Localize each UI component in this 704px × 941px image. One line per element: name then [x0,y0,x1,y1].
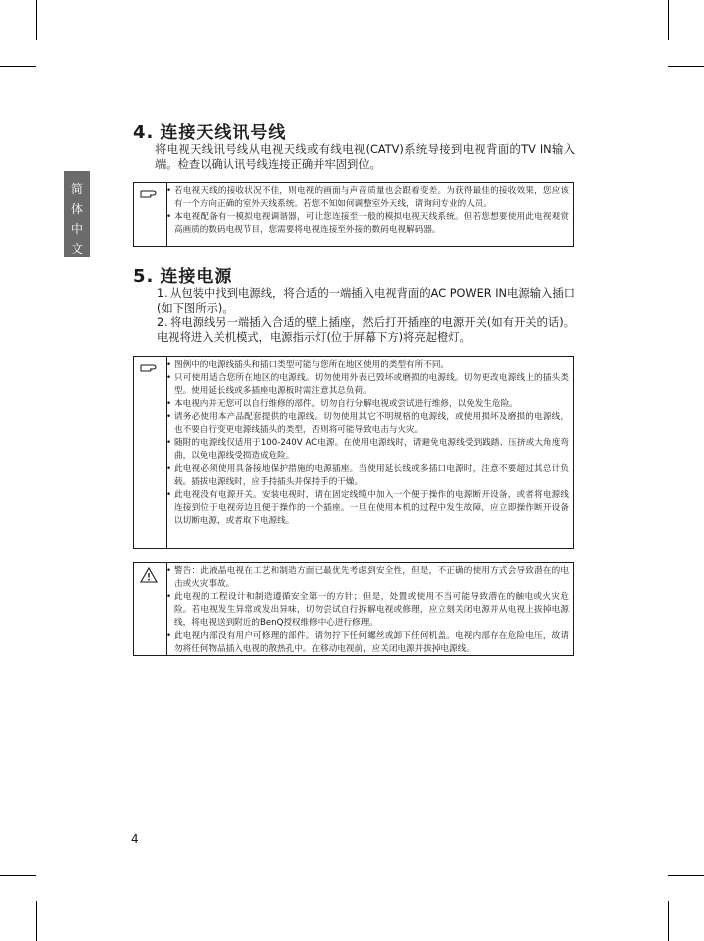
crop-mark [668,875,704,876]
crop-mark [36,0,37,40]
crop-mark [668,0,669,40]
section-5-step [157,286,575,316]
note-icon-cell [134,183,167,246]
section-5-heading [133,262,232,287]
warning-item: • 警告：此液晶电视在工艺和制造方面已最优先考虑到安全性，但是，不正确的使用方式会导致潜在的电击或火灾事故。 [174,565,569,591]
warning-box [133,562,574,656]
crop-mark [668,66,704,67]
page-number: 4 [131,832,139,846]
language-tab-char: 文 [70,242,83,256]
step-number: 1. [157,287,168,300]
note-item: • 本电视内并无您可以自行维修的部件。切勿自行分解电视或尝试进行维修，以免发生危险。 [174,398,569,411]
language-tab-char: 中 [70,222,83,236]
section-4-number: 4. [133,122,155,143]
warning-triangle-icon [140,567,158,583]
note-item: • 本电视配备有一模拟电视调谐器，可让您连接至一般的模拟电视天线系统。但若您想要使用此电视观赏高画质的数码电视节目，您需要将电视连接至外接的数码电视解码器。 [174,211,569,237]
warning-icon-cell [134,563,167,655]
note-item: • 随附的电源线仅适用于100-240V AC电源。在使用电源线时，请避免电源线受到践踏、压挤或大角度弯曲，以免电源线受损造成危险。 [174,437,569,463]
section-5-step [157,315,575,345]
note-icon-cell [134,357,167,548]
step-text: 将电源线另一端插入合适的壁上插座，然后打开插座的电源开关(如有开关的话)。电视将进入关机模式，电源指示灯(位于屏幕下方)将亮起橙灯。 [157,316,575,344]
crop-mark [0,66,36,67]
section-5-title: 连接电源 [160,267,233,287]
note-item: • 此电视没有电源开关。安装电视时，请在固定线缆中加入一个便于操作的电源断开设备，或者将电源线连接到位于电视旁边且便于操作的一个插座。一旦在使用本机的过程中发生故障，应立即操作断开设备以切断电源，或者取下电源线。 [174,489,569,528]
crop-mark [668,901,669,941]
note-box-antenna [133,182,574,247]
language-tab-char: 体 [70,202,83,216]
note-item: • 请务必使用本产品配套提供的电源线。切勿使用其它不明规格的电源线，或使用损坏及磨损的电源线，也不要自行变更电源线插头的类型，否则将可能导致电击与火灾。 [174,411,569,437]
language-tab [64,171,90,257]
note-item: • 图例中的电源线插头和插口类型可能与您所在地区使用的类型有所不同。 [174,359,569,372]
note-item: • 若电视天线的接收状况不佳，则电视的画面与声音质量也会跟着变差。为获得最佳的接收效果，您应该有一个方向正确的室外天线系统。若您不知如何调整室外天线，请询问专业的人员。 [174,185,569,211]
warning-item: • 此电视的工程设计和制造遵循安全第一的方针；但是，处置或使用不当可能导致潜在的触电或火灾危险。若电视发生异常或发出异味，切勿尝试自行拆解电视或修理，应立刻关闭电源并从电视上拔掉电源线，将电视送到附近的BenQ授权维修中心进行修理。 [174,591,569,630]
language-tab-char: 简 [70,182,83,196]
note-item: • 此电视必须使用具备接地保护措施的电源插座。当使用延长线或多插口电源时，注意不要超过其总计负载。插拔电源线时，应手持插头并保持手的干燥。 [174,463,569,489]
pointing-hand-icon [140,187,160,199]
step-number: 2. [157,316,168,329]
crop-mark [0,875,36,876]
note-box-power [133,356,574,549]
pointing-hand-icon [140,361,160,373]
section-4-title: 连接天线讯号线 [160,123,287,143]
section-4-heading [133,118,286,143]
section-4-paragraph: 将电视天线讯号线从电视天线或有线电视(CATV)系统导接到电视背面的TV IN输入端。检查以确认讯号线连接正确并牢固到位。 [155,143,575,171]
warning-item: • 此电视内部没有用户可修理的部件。请勿拧下任何螺丝或卸下任何机盖。电视内部存在危险电压，故请勿将任何物品插入电视的散热孔中。在移动电视前，应关闭电源并拔掉电源线。 [174,630,569,656]
note-item: • 只可使用适合您所在地区的电源线。切勿使用外表已毁坏或磨损的电源线。切勿更改电源线上的插头类型。使用延长线或多插座电源板时需注意其总负荷。 [174,372,569,398]
section-5-number: 5. [133,266,155,287]
step-text: 从包装中找到电源线，将合适的一端插入电视背面的AC POWER IN电源输入插口(如下图所示)。 [157,287,575,315]
crop-mark [36,901,37,941]
